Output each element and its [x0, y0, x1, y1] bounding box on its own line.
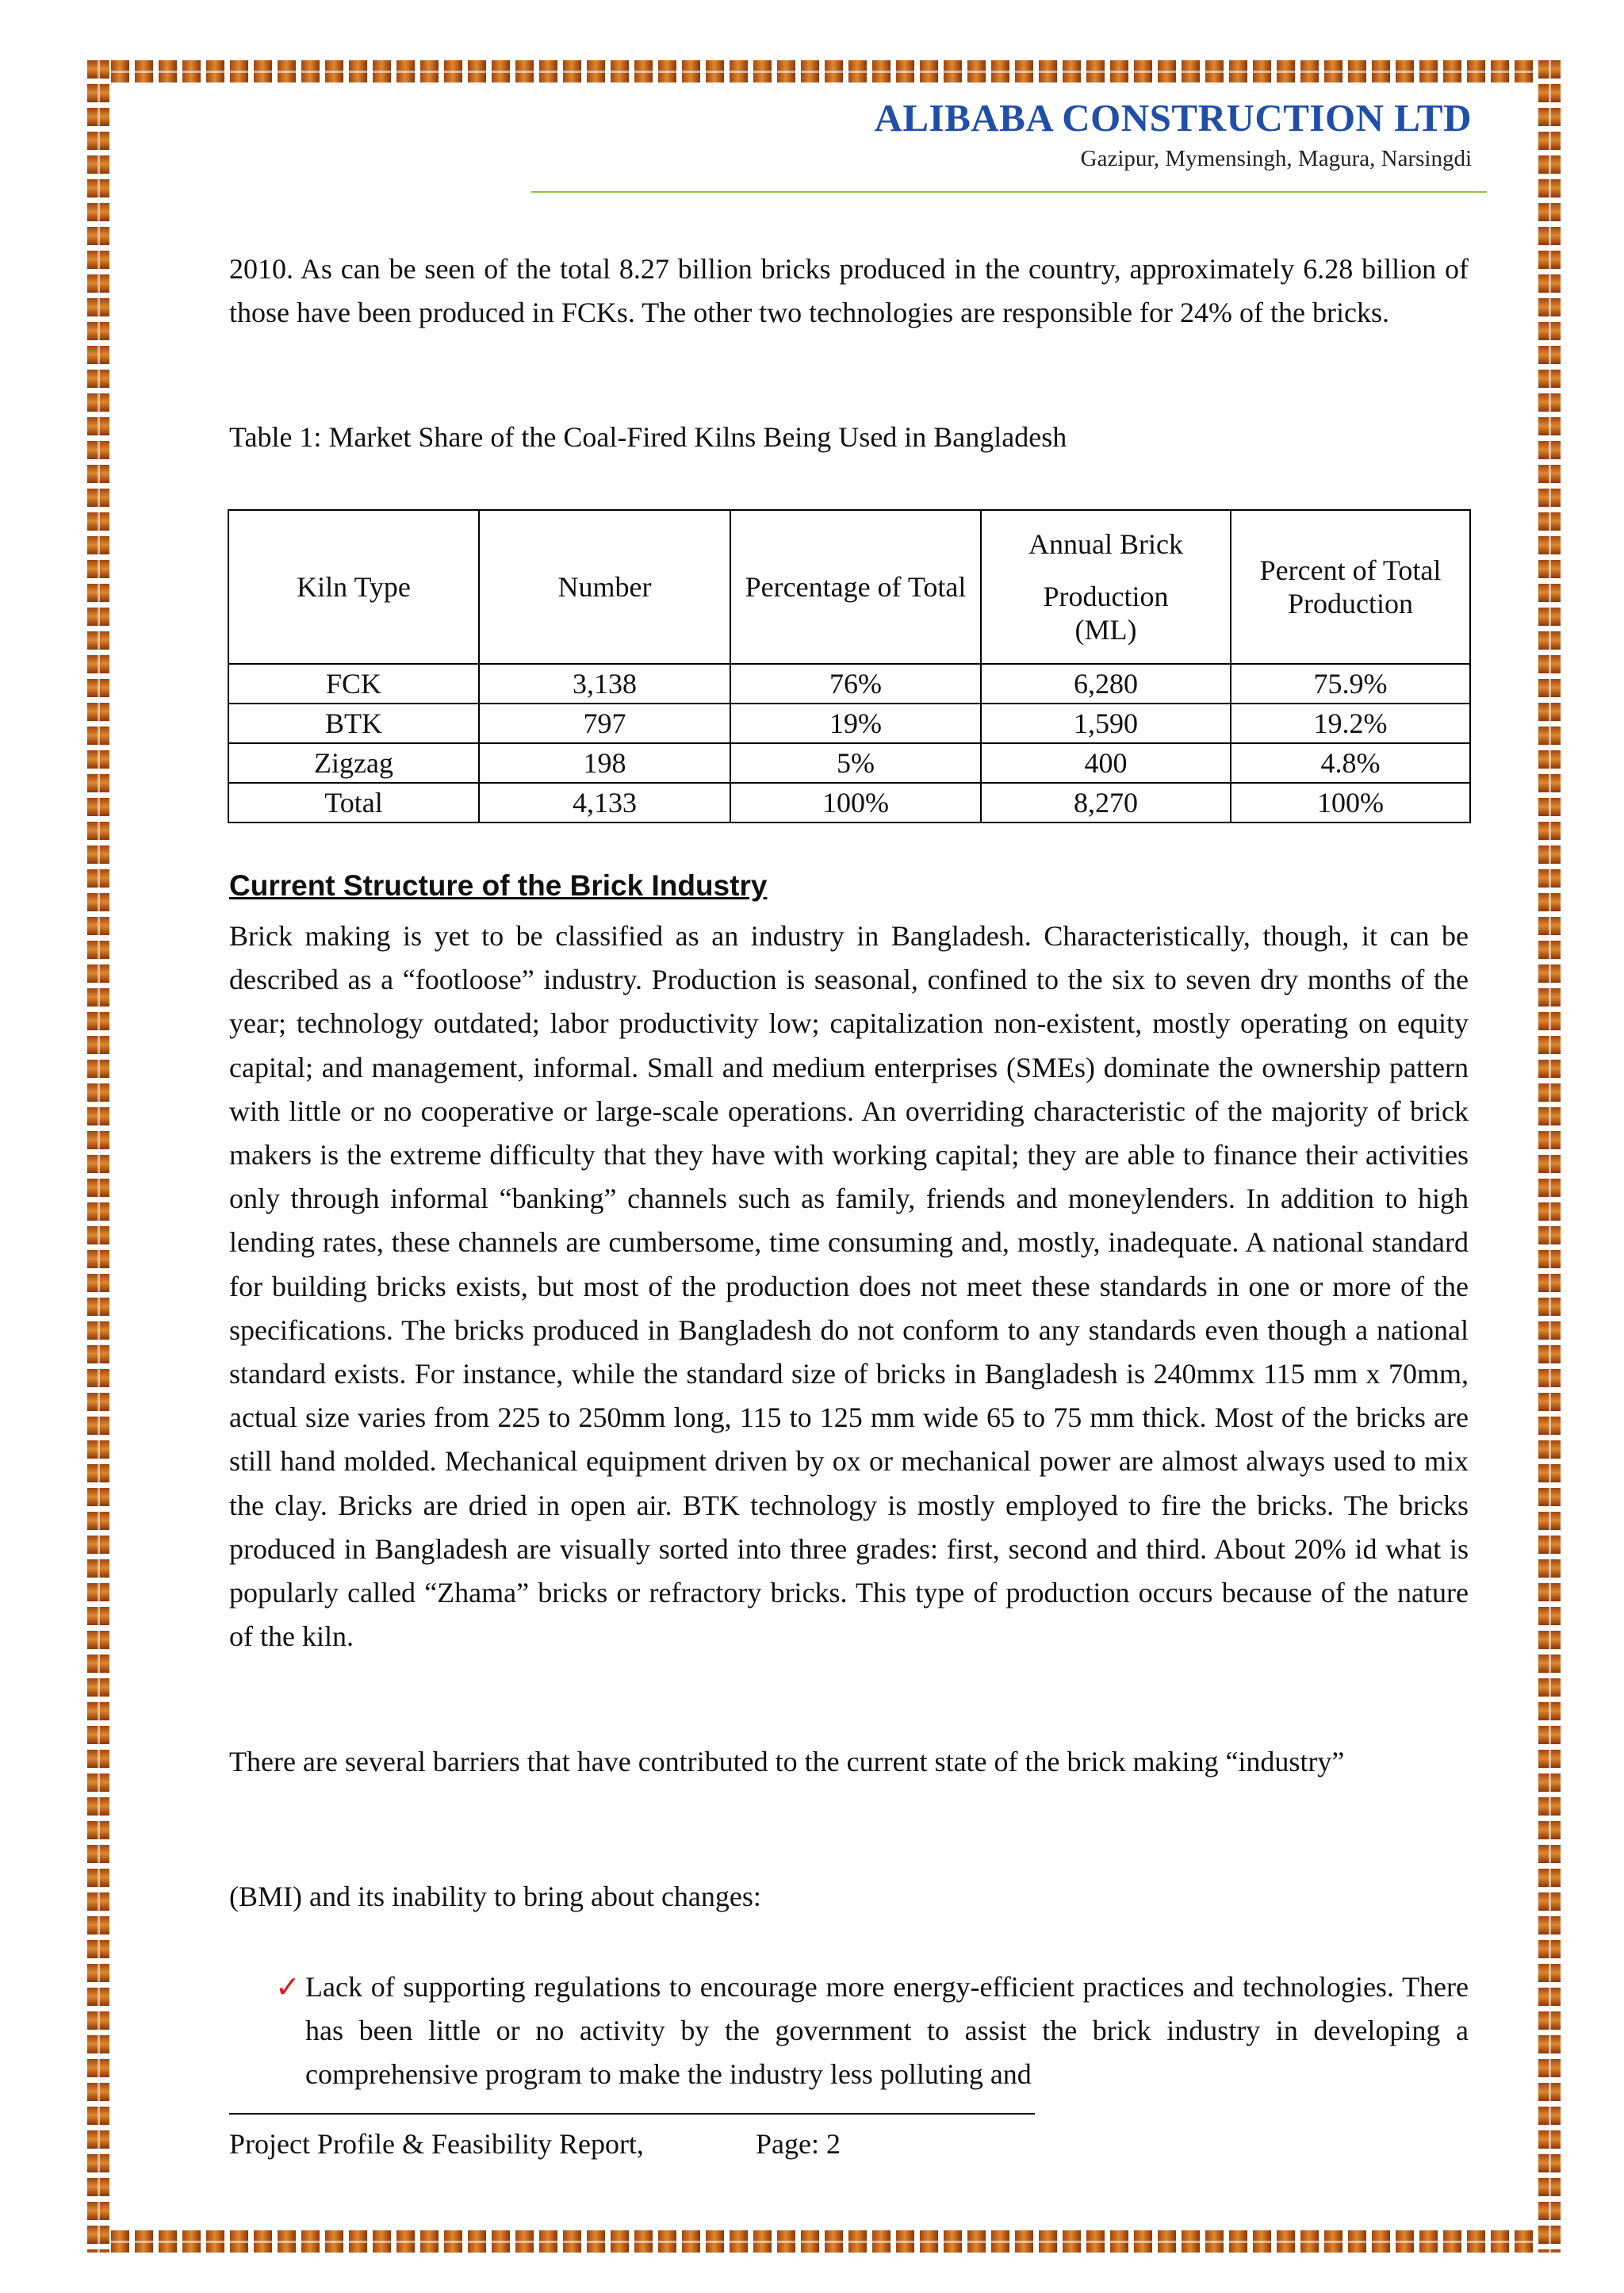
table-cell: 100% [1231, 783, 1470, 822]
table-cell: 1,590 [981, 704, 1231, 743]
table-cell: FCK [228, 664, 479, 704]
header-rule [531, 191, 1487, 193]
bmi-line: (BMI) and its inability to bring about changes: [229, 1881, 761, 1912]
header-annual-line-2: Production [1043, 581, 1169, 612]
header-annual-line-3: (ML) [1074, 614, 1137, 646]
header-kiln-type: Kiln Type [228, 510, 479, 664]
checkmark-icon: ✓ [275, 1969, 301, 2004]
table-cell: 5% [730, 743, 981, 783]
table-caption: Table 1: Market Share of the Coal-Fired Kilns Being Used in Bangladesh [229, 421, 1067, 453]
table-cell: Zigzag [228, 743, 479, 783]
header-percentage-of-total: Percentage of Total [730, 510, 981, 664]
table-cell: 76% [730, 664, 981, 704]
header-annual-brick-production [981, 510, 1231, 664]
table-header-row [228, 510, 1470, 664]
table-row-total [228, 783, 1470, 822]
barriers-paragraph: There are several barriers that have contributed to the current state of the brick making “industry” [229, 1746, 1345, 1777]
company-name: ALIBABA CONSTRUCTION LTD [874, 96, 1472, 140]
table-cell: 75.9% [1231, 664, 1470, 704]
table-cell: BTK [228, 704, 479, 743]
table-cell: 3,138 [479, 664, 730, 704]
brick-border-right [1538, 60, 1561, 2253]
list-item [229, 1965, 1469, 2096]
table-cell: 8,270 [981, 783, 1231, 822]
table-cell: 198 [479, 743, 730, 783]
table-cell: 19% [730, 704, 981, 743]
table-cell: 6,280 [981, 664, 1231, 704]
table-cell: 19.2% [1231, 704, 1470, 743]
table-cell: 400 [981, 743, 1231, 783]
table-cell: 797 [479, 704, 730, 743]
header-number: Number [479, 510, 730, 664]
header-annual-line-1: Annual Brick [1028, 528, 1183, 560]
table-cell: 4,133 [479, 783, 730, 822]
company-locations: Gazipur, Mymensingh, Magura, Narsingdi [1080, 146, 1472, 171]
table-cell: 100% [730, 783, 981, 822]
table-row [228, 743, 1470, 783]
header-annual-gap [988, 561, 1224, 580]
table-row [228, 664, 1470, 704]
header-percent-of-total-production: Percent of Total Production [1231, 510, 1470, 664]
footer-report-title: Project Profile & Feasibility Report, [229, 2128, 644, 2160]
table-row [228, 704, 1470, 743]
table-cell: 4.8% [1231, 743, 1470, 783]
brick-border-top [87, 60, 1561, 82]
barrier-list [229, 1965, 1469, 2096]
footer-page-number: Page: 2 [756, 2128, 841, 2160]
intro-paragraph: 2010. As can be seen of the total 8.27 billion bricks produced in the country, approximately 6.28 billion of those have been produced in FCKs. The other two technologies are responsible for 24% of the bricks. [229, 253, 1469, 329]
section-heading: Current Structure of the Brick Industry [229, 869, 768, 902]
list-item-text: Lack of supporting regulations to encourage more energy-efficient practices and technologies. There has been little or no activity by the government to assist the brick industry in developing a comprehensive program to make the industry less polluting and [305, 1971, 1469, 2091]
structure-paragraph: Brick making is yet to be classified as an industry in Bangladesh. Characteristically, though, it can be described as a “footloose” industry. Production is seasonal, confined to the six to seven dry months of the year; technology outdated; labor productivity low; capitalization non-existent, mostly operating on equity capital; and management, informal. Small and medium enterprises (SMEs) dominate the ownership pattern with little or no cooperative or large-scale operations. An overriding characteristic of the majority of brick makers is the extreme difficulty that they have with working capital; they are able to finance their activities only through informal “banking” channels such as family, friends and moneylenders. In addition to high lending rates, these channels are cumbersome, time consuming and, mostly, inadequate. A national standard for building bricks exists, but most of the production does not meet these standards in one or more of the specifications. The bricks produced in Bangladesh do not conform to any standards even though a national standard exists. For instance, while the standard size of bricks in Bangladesh is 240mmx 115 mm x 70mm, actual size varies from 225 to 250mm long, 115 to 125 mm wide 65 to 75 mm thick. Most of the bricks are still hand molded. Mechanical equipment driven by ox or mechanical power are almost always used to mix the clay. Bricks are dried in open air. BTK technology is mostly employed to fire the bricks. The bricks produced in Bangladesh are visually sorted into three grades: first, second and third. About 20% id what is popularly called “Zhama” bricks or refractory bricks. This type of production occurs because of the nature of the kiln. [229, 920, 1469, 1653]
table-cell: Total [228, 783, 479, 822]
kiln-market-share-table [228, 509, 1471, 823]
footer-rule [229, 2113, 1035, 2115]
brick-border-left [87, 60, 109, 2253]
brick-border-bottom [87, 2230, 1561, 2253]
